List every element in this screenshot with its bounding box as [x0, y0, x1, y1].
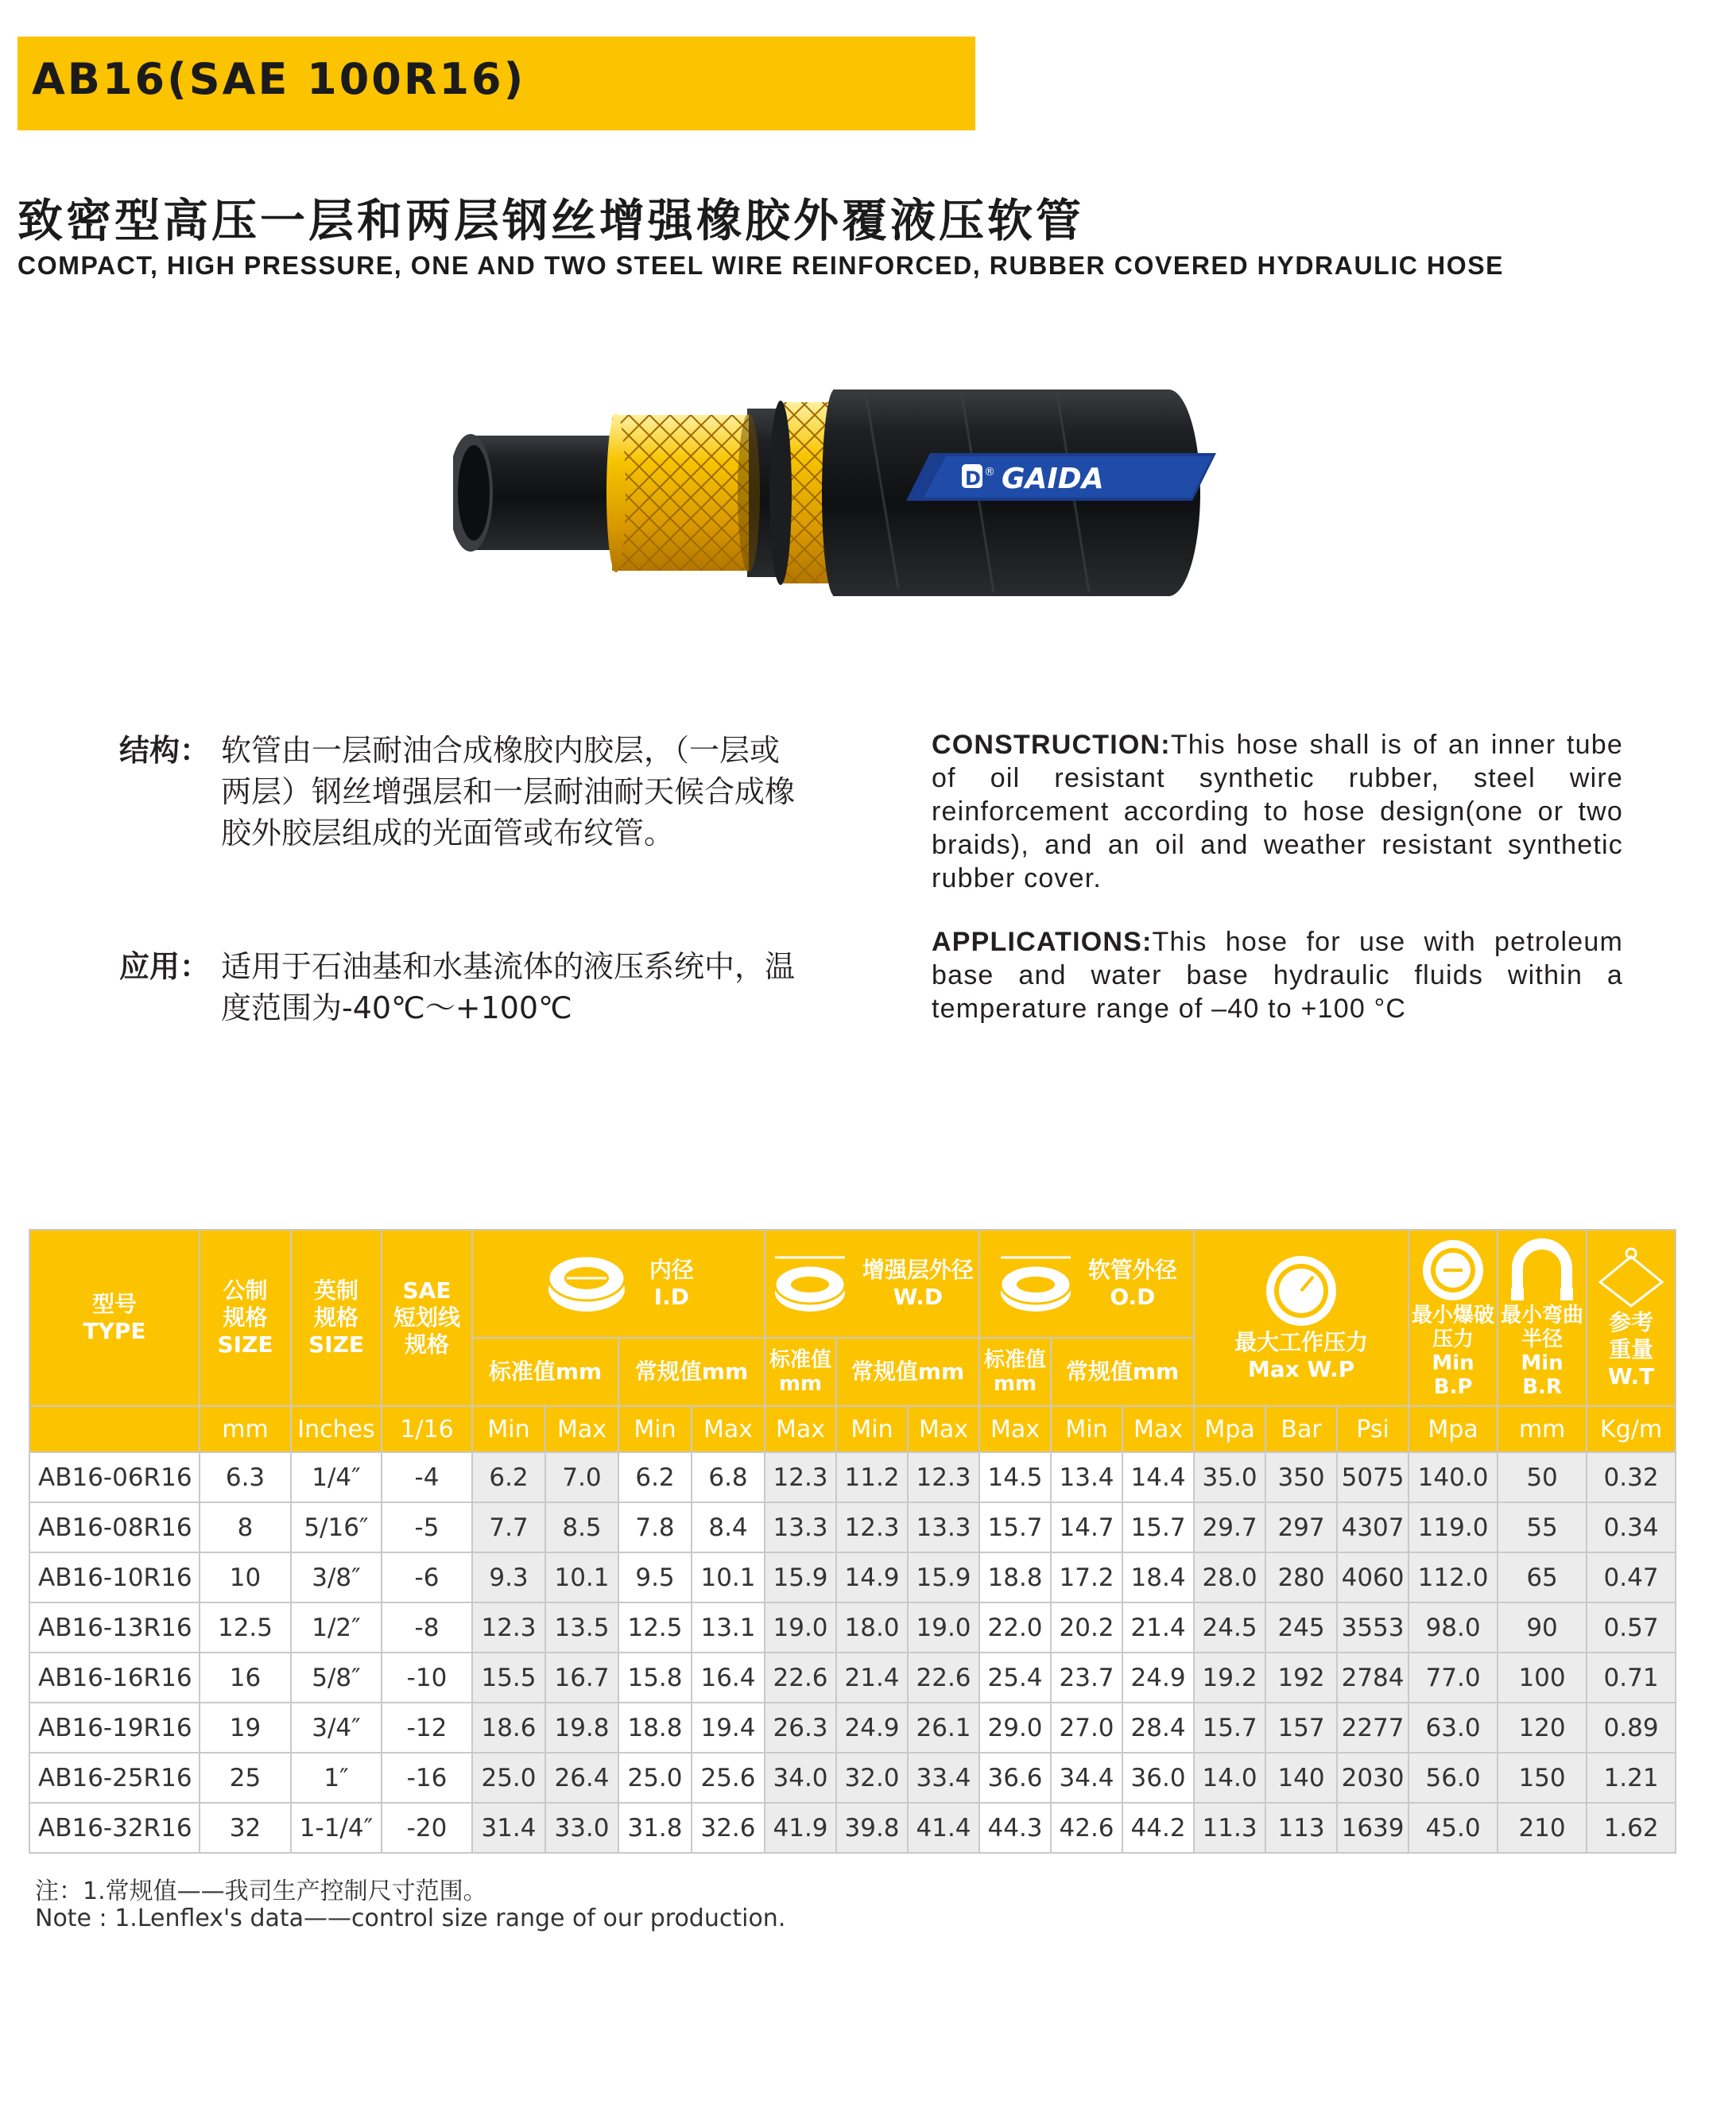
- value-cell: 4060: [1337, 1552, 1409, 1602]
- title-cn: 致密型高压一层和两层钢丝增强橡胶外覆液压软管: [17, 195, 1084, 247]
- value-cell: 26.3: [765, 1703, 836, 1753]
- value-cell: 350: [1265, 1452, 1337, 1502]
- value-cell: 26.1: [908, 1703, 979, 1753]
- value-cell: 50: [1498, 1452, 1587, 1502]
- applications-en: [932, 925, 1623, 1025]
- table-row: [29, 1803, 1676, 1853]
- spec-table-body: [29, 1452, 1676, 1853]
- value-cell: 1.21: [1587, 1753, 1676, 1803]
- table-row: [29, 1703, 1676, 1753]
- value-cell: 1/2″: [291, 1602, 382, 1653]
- value-cell: 32.0: [836, 1753, 908, 1803]
- value-cell: 1639: [1337, 1803, 1409, 1853]
- value-cell: 12.3: [908, 1452, 979, 1502]
- value-cell: 56.0: [1409, 1753, 1498, 1803]
- unit-cell: Min: [472, 1406, 545, 1452]
- value-cell: 25.4: [979, 1653, 1051, 1703]
- value-cell: 6.3: [200, 1452, 291, 1502]
- value-cell: 119.0: [1409, 1502, 1498, 1552]
- value-cell: 13.1: [692, 1602, 765, 1653]
- type-cell: AB16-32R16: [29, 1803, 200, 1853]
- value-cell: 8.4: [692, 1502, 765, 1552]
- table-row: [29, 1753, 1676, 1803]
- value-cell: 32.6: [692, 1803, 765, 1853]
- value-cell: 98.0: [1409, 1602, 1498, 1653]
- value-cell: 77.0: [1409, 1653, 1498, 1703]
- value-cell: 2030: [1337, 1753, 1409, 1803]
- value-cell: 29.0: [979, 1703, 1051, 1753]
- value-cell: 18.0: [836, 1602, 908, 1653]
- wire-diameter-icon: [770, 1250, 850, 1318]
- unit-cell: Psi: [1337, 1406, 1409, 1452]
- col-wd-standard: 标准值 mm: [765, 1338, 836, 1406]
- col-group-wd: 增强层外径 W.D: [765, 1230, 979, 1338]
- col-group-id: 内径 I.D: [472, 1230, 765, 1338]
- value-cell: 10: [200, 1552, 291, 1602]
- value-cell: 3553: [1337, 1602, 1409, 1653]
- value-cell: 24.5: [1194, 1602, 1265, 1653]
- value-cell: 15.7: [979, 1502, 1051, 1552]
- applications-cn-text: 适用于石油基和水基流体的液压系统中，温度范围为-40℃～+100℃: [221, 949, 796, 1025]
- value-cell: -8: [382, 1602, 472, 1653]
- value-cell: 15.5: [472, 1653, 545, 1703]
- col-group-od: 软管外径 O.D: [979, 1230, 1194, 1338]
- value-cell: 12.3: [472, 1602, 545, 1653]
- value-cell: 18.4: [1122, 1552, 1194, 1602]
- value-cell: 120: [1498, 1703, 1587, 1753]
- value-cell: 3/8″: [291, 1552, 382, 1602]
- value-cell: 19: [200, 1703, 291, 1753]
- value-cell: -16: [382, 1753, 472, 1803]
- value-cell: 2784: [1337, 1653, 1409, 1703]
- value-cell: 13.4: [1051, 1452, 1122, 1502]
- construction-cn: [119, 730, 819, 905]
- value-cell: 11.3: [1194, 1803, 1265, 1853]
- value-cell: 8.5: [545, 1502, 618, 1552]
- value-cell: 23.7: [1051, 1653, 1122, 1703]
- pressure-gauge-icon: [1257, 1253, 1345, 1329]
- outer-diameter-icon: [996, 1250, 1075, 1318]
- type-cell: AB16-19R16: [29, 1703, 200, 1753]
- applications-cn: [119, 946, 819, 1041]
- type-cell: AB16-13R16: [29, 1602, 200, 1653]
- value-cell: 16.4: [692, 1653, 765, 1703]
- value-cell: 18.6: [472, 1703, 545, 1753]
- value-cell: 150: [1498, 1753, 1587, 1803]
- value-cell: 33.4: [908, 1753, 979, 1803]
- value-cell: 31.4: [472, 1803, 545, 1853]
- hose-product-image: [453, 374, 1248, 612]
- value-cell: 25.6: [692, 1753, 765, 1803]
- value-cell: 17.2: [1051, 1552, 1122, 1602]
- value-cell: 16.7: [545, 1653, 618, 1703]
- value-cell: -6: [382, 1552, 472, 1602]
- value-cell: 36.6: [979, 1753, 1051, 1803]
- value-cell: 1″: [291, 1753, 382, 1803]
- construction-en-label: CONSTRUCTION:: [932, 730, 1171, 760]
- value-cell: 21.4: [836, 1653, 908, 1703]
- col-id-standard: 标准值mm: [472, 1338, 618, 1406]
- value-cell: 210: [1498, 1803, 1587, 1853]
- unit-cell: Max: [908, 1406, 979, 1452]
- value-cell: 20.2: [1051, 1602, 1122, 1653]
- value-cell: 297: [1265, 1502, 1337, 1552]
- construction-cn-label: 结构：: [119, 733, 211, 768]
- value-cell: 19.2: [1194, 1653, 1265, 1703]
- col-od-regular: 常规值mm: [1051, 1338, 1194, 1406]
- value-cell: 9.3: [472, 1552, 545, 1602]
- type-cell: AB16-16R16: [29, 1653, 200, 1703]
- table-row: [29, 1602, 1676, 1653]
- value-cell: 15.9: [908, 1552, 979, 1602]
- col-size-inch: 英制 规格 SIZE: [291, 1230, 382, 1406]
- value-cell: 8: [200, 1502, 291, 1552]
- col-type: 型号 TYPE: [29, 1230, 200, 1406]
- value-cell: 12.5: [200, 1602, 291, 1653]
- value-cell: 27.0: [1051, 1703, 1122, 1753]
- value-cell: 0.32: [1587, 1452, 1676, 1502]
- brand-logo-mark: D: [965, 467, 981, 490]
- value-cell: 112.0: [1409, 1552, 1498, 1602]
- value-cell: 7.7: [472, 1502, 545, 1552]
- model-title-bar: [17, 37, 975, 130]
- value-cell: 192: [1265, 1653, 1337, 1703]
- value-cell: 32: [200, 1803, 291, 1853]
- value-cell: 19.4: [692, 1703, 765, 1753]
- unit-cell: Min: [836, 1406, 908, 1452]
- unit-cell: Mpa: [1194, 1406, 1265, 1452]
- value-cell: 11.2: [836, 1452, 908, 1502]
- table-row: [29, 1552, 1676, 1602]
- unit-cell: Min: [618, 1406, 692, 1452]
- value-cell: 44.3: [979, 1803, 1051, 1853]
- value-cell: 140.0: [1409, 1452, 1498, 1502]
- value-cell: 0.89: [1587, 1703, 1676, 1753]
- unit-cell: Bar: [1265, 1406, 1337, 1452]
- value-cell: 55: [1498, 1502, 1587, 1552]
- value-cell: 13.3: [908, 1502, 979, 1552]
- value-cell: 4307: [1337, 1502, 1409, 1552]
- col-weight: 参考 重量 W.T: [1587, 1230, 1676, 1406]
- value-cell: 15.7: [1122, 1502, 1194, 1552]
- type-cell: AB16-25R16: [29, 1753, 200, 1803]
- value-cell: 42.6: [1051, 1803, 1122, 1853]
- value-cell: 5/16″: [291, 1502, 382, 1552]
- applications-en-text: This hose for use with petroleum base and water base hydraulic fluids within a temperature range of –40 to +100 °C: [932, 927, 1623, 1024]
- type-cell: AB16-06R16: [29, 1452, 200, 1502]
- unit-cell: Min: [1051, 1406, 1122, 1452]
- value-cell: 24.9: [836, 1703, 908, 1753]
- construction-en-text: This hose shall is of an inner tube of oil resistant synthetic rubber, steel wire reinforcement according to hose design(one or two braids), and an oil and weather resistant synthetic rubber cover.: [932, 730, 1623, 893]
- col-id-regular: 常规值mm: [618, 1338, 765, 1406]
- value-cell: 28.4: [1122, 1703, 1194, 1753]
- value-cell: 5/8″: [291, 1653, 382, 1703]
- value-cell: 245: [1265, 1602, 1337, 1653]
- value-cell: 44.2: [1122, 1803, 1194, 1853]
- value-cell: 12.3: [765, 1452, 836, 1502]
- note-en: Note : 1.Lenflex's data——control size range of our production.: [35, 1905, 786, 1932]
- value-cell: 90: [1498, 1602, 1587, 1653]
- value-cell: 45.0: [1409, 1803, 1498, 1853]
- value-cell: 13.3: [765, 1502, 836, 1552]
- unit-cell: Mpa: [1409, 1406, 1498, 1452]
- value-cell: 10.1: [692, 1552, 765, 1602]
- value-cell: 14.7: [1051, 1502, 1122, 1552]
- col-od-standard: 标准值 mm: [979, 1338, 1051, 1406]
- applications-en-label: APPLICATIONS:: [932, 927, 1153, 957]
- value-cell: 22.6: [908, 1653, 979, 1703]
- inner-diameter-icon: [543, 1250, 630, 1318]
- value-cell: 15.9: [765, 1552, 836, 1602]
- unit-cell: Max: [545, 1406, 618, 1452]
- value-cell: 0.34: [1587, 1502, 1676, 1552]
- construction-en: [932, 728, 1623, 895]
- construction-cn-text: 软管由一层耐油合成橡胶内胶层，（一层或两层）钢丝增强层和一层耐油耐天候合成橡胶外胶层组成的光面管或布纹管。: [221, 733, 796, 851]
- value-cell: 18.8: [618, 1703, 692, 1753]
- value-cell: 15.8: [618, 1653, 692, 1703]
- value-cell: 16: [200, 1653, 291, 1703]
- value-cell: 41.9: [765, 1803, 836, 1853]
- value-cell: 6.2: [618, 1452, 692, 1502]
- value-cell: 280: [1265, 1552, 1337, 1602]
- value-cell: 7.8: [618, 1502, 692, 1552]
- value-cell: 25.0: [618, 1753, 692, 1803]
- value-cell: 22.0: [979, 1602, 1051, 1653]
- unit-cell: Kg/m: [1587, 1406, 1676, 1452]
- value-cell: 28.0: [1194, 1552, 1265, 1602]
- value-cell: 26.4: [545, 1753, 618, 1803]
- value-cell: 14.5: [979, 1452, 1051, 1502]
- value-cell: 19.0: [908, 1602, 979, 1653]
- table-row: [29, 1502, 1676, 1552]
- value-cell: 39.8: [836, 1803, 908, 1853]
- unit-cell: Max: [765, 1406, 836, 1452]
- value-cell: 35.0: [1194, 1452, 1265, 1502]
- unit-cell: Max: [692, 1406, 765, 1452]
- col-sae-dash: SAE 短划线 规格: [382, 1230, 472, 1406]
- value-cell: 15.7: [1194, 1703, 1265, 1753]
- col-burst-pressure: 最小爆破 压力 Min B.P: [1409, 1230, 1498, 1406]
- value-cell: 13.5: [545, 1602, 618, 1653]
- table-row: [29, 1452, 1676, 1502]
- value-cell: 34.0: [765, 1753, 836, 1803]
- value-cell: 18.8: [979, 1552, 1051, 1602]
- value-cell: 24.9: [1122, 1653, 1194, 1703]
- unit-cell: Max: [979, 1406, 1051, 1452]
- value-cell: 14.9: [836, 1552, 908, 1602]
- value-cell: -20: [382, 1803, 472, 1853]
- value-cell: 3/4″: [291, 1703, 382, 1753]
- value-cell: 6.2: [472, 1452, 545, 1502]
- value-cell: 113: [1265, 1803, 1337, 1853]
- units-row: [29, 1406, 1676, 1452]
- type-cell: AB16-08R16: [29, 1502, 200, 1552]
- value-cell: -12: [382, 1703, 472, 1753]
- value-cell: -4: [382, 1452, 472, 1502]
- value-cell: 33.0: [545, 1803, 618, 1853]
- value-cell: 5075: [1337, 1452, 1409, 1502]
- value-cell: 19.0: [765, 1602, 836, 1653]
- type-cell: AB16-10R16: [29, 1552, 200, 1602]
- burst-gauge-icon: [1420, 1237, 1486, 1304]
- value-cell: 21.4: [1122, 1602, 1194, 1653]
- unit-cell: Max: [1122, 1406, 1194, 1452]
- value-cell: 31.8: [618, 1803, 692, 1853]
- value-cell: 0.47: [1587, 1552, 1676, 1602]
- col-bend-radius: 最小弯曲 半径 Min B.R: [1498, 1230, 1587, 1406]
- value-cell: 63.0: [1409, 1703, 1498, 1753]
- value-cell: 25: [200, 1753, 291, 1803]
- value-cell: 6.8: [692, 1452, 765, 1502]
- value-cell: 12.5: [618, 1602, 692, 1653]
- table-row: [29, 1653, 1676, 1703]
- brand-name: GAIDA: [1002, 463, 1104, 495]
- value-cell: 157: [1265, 1703, 1337, 1753]
- title-en: COMPACT, HIGH PRESSURE, ONE AND TWO STEEL WIRE REINFORCED, RUBBER COVERED HYDRAULIC HOSE: [17, 251, 1505, 280]
- value-cell: 14.4: [1122, 1452, 1194, 1502]
- value-cell: 140: [1265, 1753, 1337, 1803]
- model-title: AB16(SAE 100R16): [32, 54, 526, 104]
- note-cn: 注：1.常规值——我司生产控制尺寸范围。: [35, 1877, 487, 1905]
- col-group-wp: 最大工作压力 Max W.P: [1194, 1230, 1409, 1406]
- unit-cell: mm: [1498, 1406, 1587, 1452]
- value-cell: 9.5: [618, 1552, 692, 1602]
- value-cell: 7.0: [545, 1452, 618, 1502]
- applications-cn-label: 应用：: [119, 949, 211, 984]
- value-cell: 36.0: [1122, 1753, 1194, 1803]
- value-cell: 12.3: [836, 1502, 908, 1552]
- value-cell: 65: [1498, 1552, 1587, 1602]
- value-cell: 1/4″: [291, 1452, 382, 1502]
- value-cell: 34.4: [1051, 1753, 1122, 1803]
- value-cell: 100: [1498, 1653, 1587, 1703]
- value-cell: 25.0: [472, 1753, 545, 1803]
- value-cell: 19.8: [545, 1703, 618, 1753]
- value-cell: 14.0: [1194, 1753, 1265, 1803]
- value-cell: 22.6: [765, 1653, 836, 1703]
- unit-cell: Inches: [291, 1406, 382, 1452]
- registered-mark: ®: [984, 466, 995, 479]
- col-wd-regular: 常规值mm: [836, 1338, 979, 1406]
- value-cell: 0.57: [1587, 1602, 1676, 1653]
- value-cell: 0.71: [1587, 1653, 1676, 1703]
- value-cell: 10.1: [545, 1552, 618, 1602]
- value-cell: 1-1/4″: [291, 1803, 382, 1853]
- unit-cell: 1/16: [382, 1406, 472, 1452]
- col-size-mm: 公制 规格 SIZE: [200, 1230, 291, 1406]
- spec-table: [29, 1229, 1676, 1854]
- value-cell: 41.4: [908, 1803, 979, 1853]
- value-cell: 2277: [1337, 1703, 1409, 1753]
- unit-cell: mm: [200, 1406, 291, 1452]
- value-cell: -5: [382, 1502, 472, 1552]
- value-cell: 29.7: [1194, 1502, 1265, 1552]
- value-cell: 1.62: [1587, 1803, 1676, 1853]
- bend-radius-icon: [1506, 1237, 1578, 1304]
- value-cell: -10: [382, 1653, 472, 1703]
- weight-icon: [1595, 1246, 1667, 1309]
